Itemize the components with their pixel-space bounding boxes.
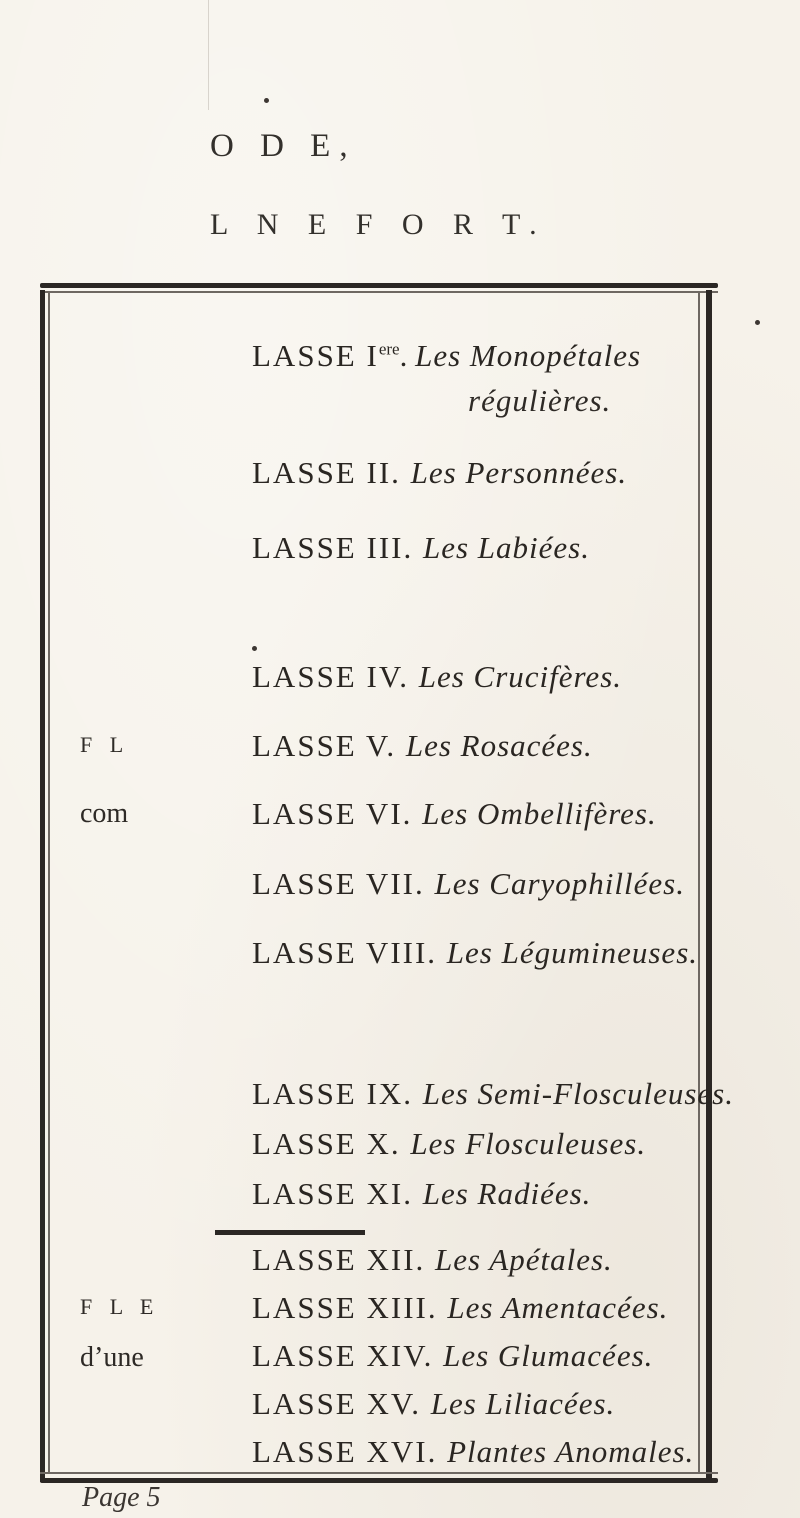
class-label-dot: . bbox=[399, 338, 416, 373]
class-label: LASSE II. bbox=[252, 455, 411, 490]
class-entry-5 bbox=[252, 728, 593, 764]
class-name: Les Labiées. bbox=[422, 530, 590, 565]
frame-top-inner-rule bbox=[40, 291, 718, 293]
class-name: Les Crucifères. bbox=[418, 659, 623, 694]
class-name: Les Ombellifères. bbox=[422, 796, 657, 831]
class-name: Les Amentacées. bbox=[447, 1290, 669, 1325]
class-name: Les Glumacées. bbox=[443, 1338, 654, 1373]
class-entry-11 bbox=[252, 1176, 591, 1212]
class-label: LASSE I bbox=[252, 338, 379, 373]
class-label: LASSE III. bbox=[252, 530, 423, 565]
class-entry-8 bbox=[252, 935, 698, 971]
class-name: Les Radiées. bbox=[422, 1176, 592, 1211]
class-label: LASSE VII. bbox=[252, 866, 435, 901]
frame-right-inner-rule bbox=[698, 292, 700, 1474]
section-divider bbox=[215, 1230, 365, 1235]
class-label: LASSE V. bbox=[252, 728, 406, 763]
class-entry-6 bbox=[252, 796, 657, 832]
margin-fragment-fl: F L bbox=[80, 732, 130, 757]
class-label-sup: ere bbox=[378, 339, 400, 359]
class-entry-4 bbox=[252, 659, 622, 695]
header-line-2: L N E F O R T. bbox=[210, 208, 548, 241]
class-name: Les Apétales. bbox=[435, 1242, 613, 1277]
header-line-1: O D E, bbox=[210, 128, 357, 164]
class-entry-2 bbox=[252, 455, 627, 491]
page-number-label: Page 5 bbox=[82, 1482, 161, 1513]
class-label: LASSE IV. bbox=[252, 659, 419, 694]
class-name: Les Flosculeuses. bbox=[410, 1126, 647, 1161]
class-label: LASSE XVI. bbox=[252, 1434, 448, 1469]
class-label: LASSE X. bbox=[252, 1126, 411, 1161]
class-name: Les Monopétales bbox=[415, 338, 642, 373]
class-label: LASSE IX. bbox=[252, 1076, 423, 1111]
frame-top-rule bbox=[40, 283, 718, 288]
margin-fragment-dune: d’une bbox=[80, 1342, 144, 1373]
class-label: LASSE VI. bbox=[252, 796, 423, 831]
class-entry-1-continuation: régulières. bbox=[468, 383, 612, 418]
class-name: Les Semi-Flosculeuses. bbox=[422, 1076, 734, 1111]
class-label: LASSE XII. bbox=[252, 1242, 436, 1277]
frame-bottom-inner-rule bbox=[40, 1472, 718, 1474]
class-label: LASSE XV. bbox=[252, 1386, 431, 1421]
show-through-line bbox=[208, 0, 209, 110]
class-entry-13 bbox=[252, 1290, 668, 1326]
class-label: LASSE XI. bbox=[252, 1176, 423, 1211]
ink-speck bbox=[755, 320, 760, 325]
class-label: LASSE VIII. bbox=[252, 935, 447, 970]
class-entry-1 bbox=[252, 338, 641, 374]
class-entry-3 bbox=[252, 530, 590, 566]
frame-left-inner-rule bbox=[48, 292, 50, 1474]
ink-speck bbox=[264, 98, 269, 103]
class-label: LASSE XIII. bbox=[252, 1290, 448, 1325]
frame-left-rule bbox=[40, 290, 45, 1482]
class-name: Les Légumineuses. bbox=[446, 935, 699, 970]
class-entry-15 bbox=[252, 1386, 615, 1422]
class-name: Les Liliacées. bbox=[430, 1386, 616, 1421]
class-name: Les Caryophillées. bbox=[434, 866, 685, 901]
margin-fragment-fle: F L E bbox=[80, 1294, 160, 1319]
class-entry-14 bbox=[252, 1338, 653, 1374]
margin-fragment-com: com bbox=[80, 798, 129, 829]
class-name: Les Rosacées. bbox=[405, 728, 593, 763]
class-label: LASSE XIV. bbox=[252, 1338, 444, 1373]
class-entry-7 bbox=[252, 866, 685, 902]
class-name: Plantes Anomales. bbox=[447, 1434, 695, 1469]
ink-speck bbox=[252, 646, 257, 651]
class-entry-12 bbox=[252, 1242, 613, 1278]
frame-right-rule bbox=[706, 290, 712, 1482]
class-entry-16 bbox=[252, 1434, 694, 1470]
class-entry-10 bbox=[252, 1126, 646, 1162]
class-entry-9 bbox=[252, 1076, 734, 1112]
class-name: Les Personnées. bbox=[410, 455, 628, 490]
